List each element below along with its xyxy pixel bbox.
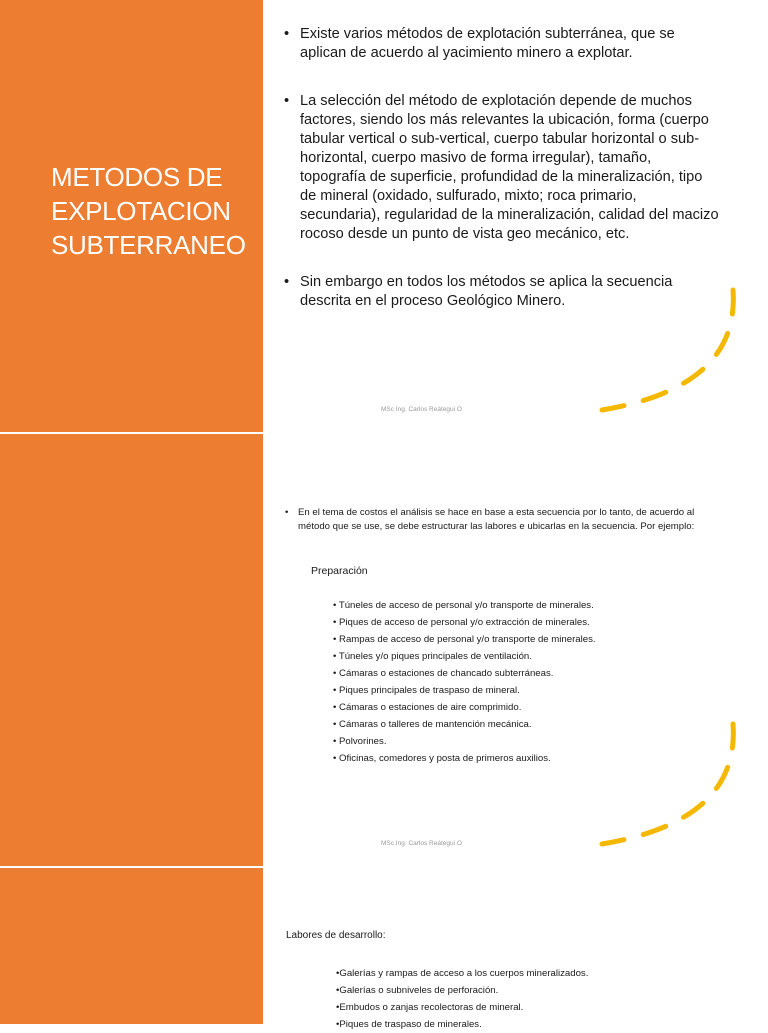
decorative-dashed-arc [590,282,750,422]
bullet-dot: • [284,26,290,42]
list-item: • Túneles de acceso de personal y/o transporte de minerales. [333,600,594,611]
bullet-text: Existe varios métodos de explotación subterránea, que se aplican de acuerdo al yacimiento minero a explotar. [300,26,675,61]
list-item: • Cámaras o talleres de mantención mecánica. [333,719,532,730]
list-item: • Rampas de acceso de personal y/o transporte de minerales. [333,634,596,645]
slide-1 [0,0,768,432]
bullet-item [284,92,720,244]
title-panel [0,434,263,866]
list-item: •Piques de traspaso de minerales. [336,1019,482,1030]
list-item: • Cámaras o estaciones de aire comprimido. [333,702,522,713]
slide-footer: MSc Ing. Carlos Reátegui O [381,840,462,847]
bullet-dot: • [284,274,290,290]
section-heading: Preparación [311,565,368,577]
list-item: •Embudos o zanjas recolectoras de mineral. [336,1002,524,1013]
list-item: • Polvorines. [333,736,387,747]
list-item: • Cámaras o estaciones de chancado subterráneas. [333,668,554,679]
slide-3 [0,868,768,1030]
section-heading: Labores de desarrollo: [286,930,386,941]
list-item: •Galerías o subniveles de perforación. [336,985,499,996]
list-item: • Túneles y/o piques principales de ventilación. [333,651,532,662]
bullet-dot: • [285,507,289,518]
development-list [336,965,736,1033]
bullet-text: Sin embargo en todos los métodos se aplica la secuencia descrita en el proceso Geológico Minero. [300,274,673,309]
slide-2 [0,434,768,866]
list-item: • Piques de acceso de personal y/o extracción de minerales. [333,617,590,628]
title-panel [0,868,263,1024]
list-item: • Oficinas, comedores y posta de primeros auxilios. [333,753,551,764]
bullet-dot: • [284,93,290,109]
bullet-text: En el tema de costos el análisis se hace en base a esta secuencia por lo tanto, de acuerdo al método que se use, se debe estructurar las labores e ubicarlas en la secuencia. Por ejemplo: [298,507,695,532]
intro-list [285,506,718,533]
list-item: • Piques principales de traspaso de mineral. [333,685,520,696]
bullet-text: La selección del método de explotación depende de muchos factores, siendo los más relevantes la ubicación, forma (cuerpo tabular vertical o sub-vertical, cuerpo tabular horizontal o sub-horizontal, cuerpo masivo de forma irregular), tamaño, topografía de superficie, profundidad de la mineralización, tipo de mineral (oxidado, sulfurado, mixto; roca primario, secundaria), regularidad de la mineralización, calidad del macizo rocoso desde un punto de vista geo mecánico, etc. [300,93,719,242]
title-panel [0,0,263,432]
decorative-dashed-arc [590,716,750,856]
slide-footer: MSc Ing. Carlos Reátegui O [381,406,462,413]
slide-title: METODOS DE EXPLOTACION SUBTERRANEO [51,162,246,260]
bullet-item [285,506,718,533]
list-item: •Galerías y rampas de acceso a los cuerpos mineralizados. [336,968,589,979]
bullet-item [284,25,720,63]
